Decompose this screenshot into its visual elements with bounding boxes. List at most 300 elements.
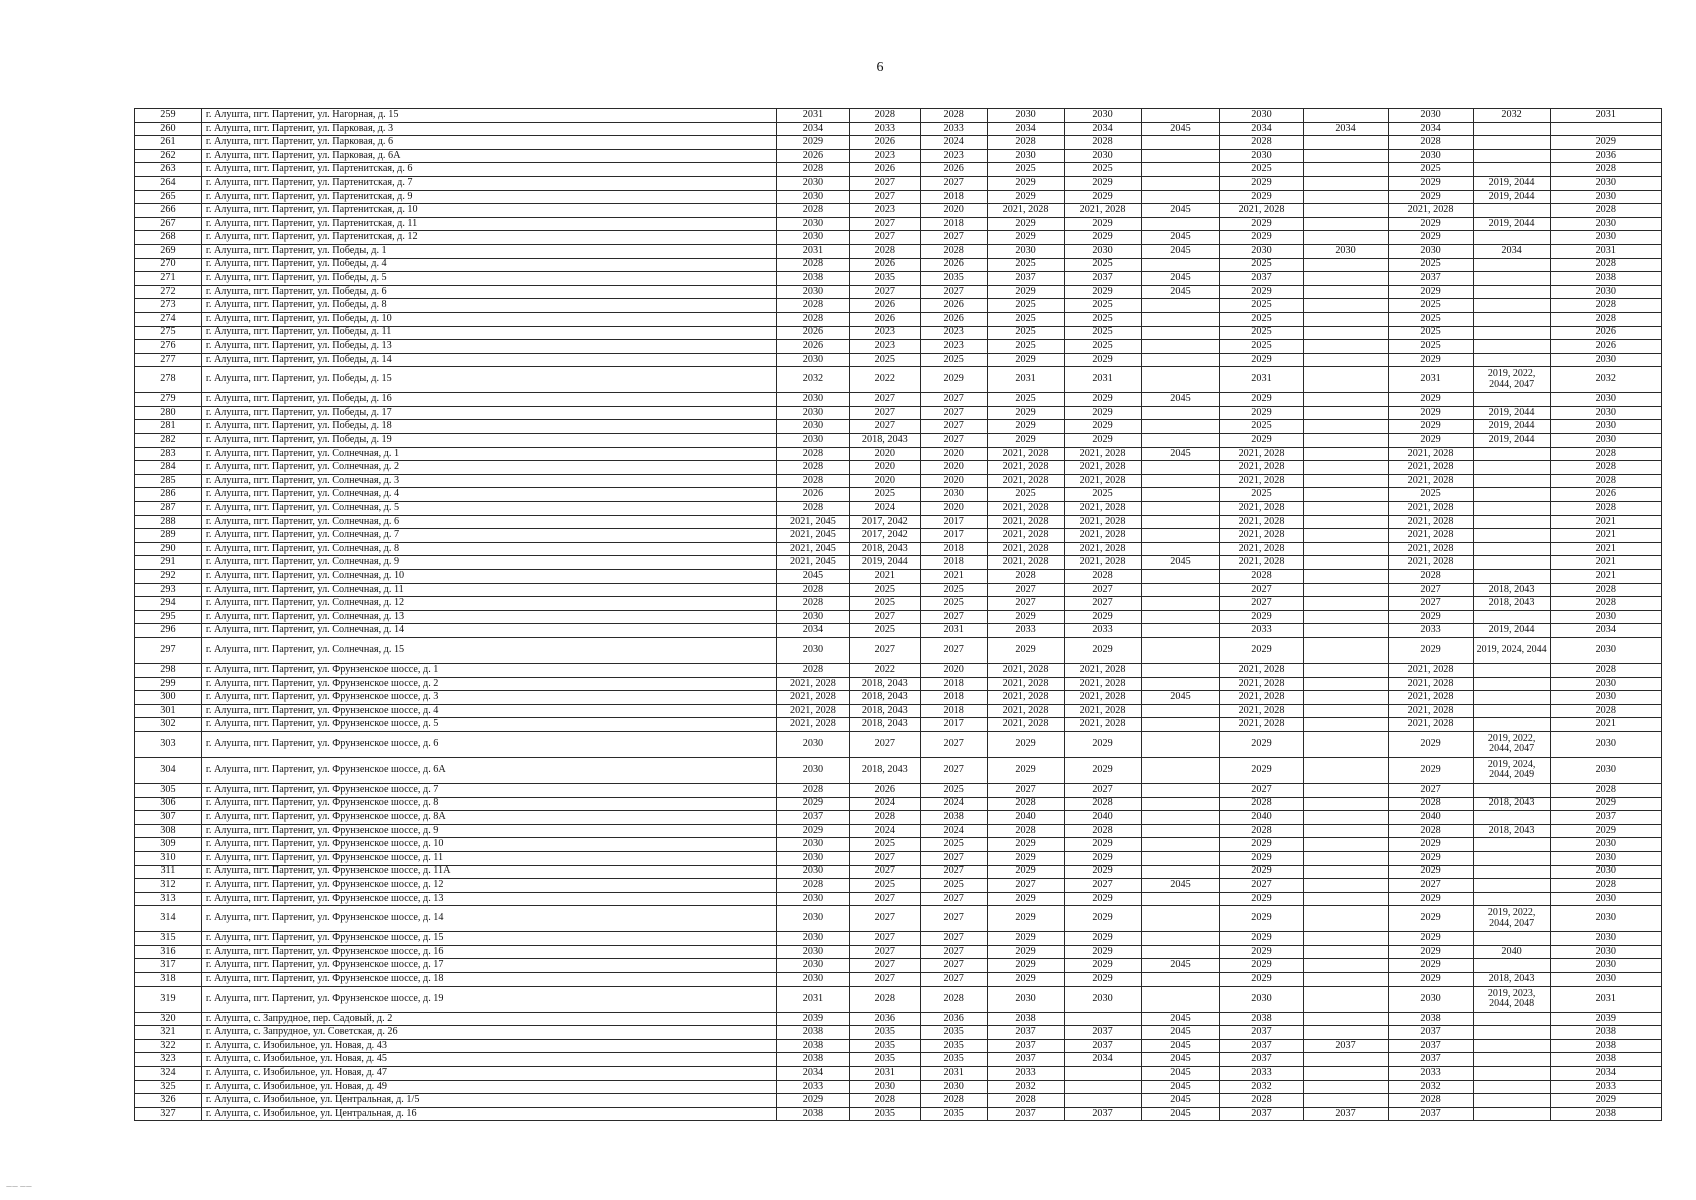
year-cell-7: 2027	[1220, 583, 1303, 597]
year-cell-10: 2018, 2043	[1473, 583, 1550, 597]
year-cell-4: 2025	[987, 326, 1064, 340]
table-row	[135, 393, 1662, 407]
year-cell-11: 2026	[1550, 488, 1661, 502]
year-cell-2: 2027	[849, 406, 920, 420]
year-cell-6	[1141, 299, 1220, 313]
year-cell-8	[1303, 420, 1388, 434]
year-cell-1: 2030	[776, 176, 849, 190]
year-cell-5: 2037	[1064, 272, 1141, 286]
year-cell-3: 2035	[920, 1039, 987, 1053]
year-cell-4: 2038	[987, 1012, 1064, 1026]
row-number-cell: 314	[135, 906, 202, 932]
year-cell-9: 2029	[1388, 217, 1473, 231]
year-cell-7: 2029	[1220, 892, 1303, 906]
year-cell-11: 2030	[1550, 190, 1661, 204]
year-cell-8	[1303, 718, 1388, 732]
year-cell-6	[1141, 163, 1220, 177]
year-cell-7: 2029	[1220, 406, 1303, 420]
year-cell-1: 2028	[776, 474, 849, 488]
year-cell-4: 2028	[987, 570, 1064, 584]
year-cell-11: 2030	[1550, 838, 1661, 852]
year-cell-11: 2030	[1550, 757, 1661, 783]
year-cell-8	[1303, 583, 1388, 597]
row-number-cell: 282	[135, 434, 202, 448]
year-cell-4: 2029	[987, 176, 1064, 190]
year-cell-11: 2031	[1550, 986, 1661, 1012]
year-cell-10	[1473, 149, 1550, 163]
year-cell-1: 2038	[776, 1107, 849, 1121]
year-cell-3: 2027	[920, 420, 987, 434]
year-cell-11: 2028	[1550, 447, 1661, 461]
row-number-cell: 309	[135, 838, 202, 852]
year-cell-10	[1473, 502, 1550, 516]
address-cell: г. Алушта, пгт. Партенит, ул. Солнечная, д. 6	[201, 515, 776, 529]
address-cell: г. Алушта, пгт. Партенит, ул. Фрунзенское шоссе, д. 17	[201, 959, 776, 973]
year-cell-9: 2028	[1388, 136, 1473, 150]
year-cell-7: 2037	[1220, 1026, 1303, 1040]
row-number-cell: 307	[135, 811, 202, 825]
corner-mark: —— ——	[6, 1183, 32, 1190]
page-number: 6	[876, 60, 884, 75]
row-number-cell: 315	[135, 932, 202, 946]
year-cell-9: 2034	[1388, 122, 1473, 136]
table-row	[135, 797, 1662, 811]
year-cell-7: 2029	[1220, 190, 1303, 204]
year-cell-9: 2029	[1388, 757, 1473, 783]
year-cell-1: 2030	[776, 932, 849, 946]
year-cell-11: 2028	[1550, 583, 1661, 597]
year-cell-1: 2030	[776, 945, 849, 959]
year-cell-5: 2034	[1064, 122, 1141, 136]
address-cell: г. Алушта, пгт. Партенит, ул. Фрунзенское шоссе, д. 6	[201, 731, 776, 757]
year-cell-5: 2021, 2028	[1064, 691, 1141, 705]
year-cell-4: 2029	[987, 434, 1064, 448]
table-row	[135, 1067, 1662, 1081]
year-cell-7: 2028	[1220, 824, 1303, 838]
address-cell: г. Алушта, пгт. Партенит, ул. Парковая, д. 6	[201, 136, 776, 150]
year-cell-2: 2030	[849, 1080, 920, 1094]
year-cell-11: 2031	[1550, 244, 1661, 258]
table-row	[135, 556, 1662, 570]
year-cell-1: 2034	[776, 624, 849, 638]
year-cell-4: 2028	[987, 824, 1064, 838]
row-number-cell: 275	[135, 326, 202, 340]
year-cell-3: 2027	[920, 865, 987, 879]
year-cell-7: 2029	[1220, 217, 1303, 231]
year-cell-5: 2021, 2028	[1064, 502, 1141, 516]
year-cell-1: 2030	[776, 906, 849, 932]
address-cell: г. Алушта, пгт. Партенит, ул. Солнечная, д. 11	[201, 583, 776, 597]
row-number-cell: 287	[135, 502, 202, 516]
year-cell-2: 2027	[849, 945, 920, 959]
year-cell-7: 2029	[1220, 285, 1303, 299]
table-row	[135, 312, 1662, 326]
row-number-cell: 266	[135, 204, 202, 218]
year-cell-11: 2033	[1550, 1080, 1661, 1094]
year-cell-11: 2028	[1550, 704, 1661, 718]
table-row	[135, 865, 1662, 879]
year-cell-4: 2021, 2028	[987, 556, 1064, 570]
year-cell-6	[1141, 367, 1220, 393]
year-cell-4: 2021, 2028	[987, 718, 1064, 732]
year-cell-10	[1473, 285, 1550, 299]
year-cell-6	[1141, 838, 1220, 852]
year-cell-11	[1550, 122, 1661, 136]
year-cell-9: 2025	[1388, 488, 1473, 502]
year-cell-10	[1473, 1067, 1550, 1081]
year-cell-10	[1473, 851, 1550, 865]
address-cell: г. Алушта, с. Запрудное, ул. Советская, д. 26	[201, 1026, 776, 1040]
year-cell-4: 2037	[987, 1053, 1064, 1067]
year-cell-3: 2025	[920, 838, 987, 852]
row-number-cell: 299	[135, 677, 202, 691]
year-cell-2: 2031	[849, 1067, 920, 1081]
year-cell-6	[1141, 624, 1220, 638]
year-cell-8	[1303, 811, 1388, 825]
year-cell-6	[1141, 906, 1220, 932]
year-cell-9: 2025	[1388, 258, 1473, 272]
year-cell-1: 2030	[776, 190, 849, 204]
year-cell-4: 2021, 2028	[987, 529, 1064, 543]
row-number-cell: 297	[135, 637, 202, 663]
row-number-cell: 291	[135, 556, 202, 570]
year-cell-7: 2029	[1220, 637, 1303, 663]
year-cell-10: 2040	[1473, 945, 1550, 959]
year-cell-1: 2030	[776, 892, 849, 906]
address-cell: г. Алушта, с. Изобильное, ул. Новая, д. 47	[201, 1067, 776, 1081]
year-cell-3: 2024	[920, 136, 987, 150]
year-cell-10	[1473, 447, 1550, 461]
year-cell-8	[1303, 610, 1388, 624]
year-cell-2: 2035	[849, 272, 920, 286]
address-cell: г. Алушта, пгт. Партенит, ул. Фрунзенское шоссе, д. 11А	[201, 865, 776, 879]
table-row	[135, 299, 1662, 313]
year-cell-3: 2027	[920, 731, 987, 757]
year-cell-11: 2030	[1550, 176, 1661, 190]
year-cell-4: 2037	[987, 1026, 1064, 1040]
year-cell-10: 2019, 2044	[1473, 624, 1550, 638]
year-cell-4: 2029	[987, 906, 1064, 932]
year-cell-2: 2027	[849, 285, 920, 299]
year-cell-8	[1303, 1067, 1388, 1081]
year-cell-1: 2021, 2045	[776, 556, 849, 570]
year-cell-2: 2027	[849, 906, 920, 932]
year-cell-9: 2029	[1388, 393, 1473, 407]
year-cell-9: 2029	[1388, 176, 1473, 190]
row-number-cell: 321	[135, 1026, 202, 1040]
row-number-cell: 325	[135, 1080, 202, 1094]
year-cell-1: 2021, 2045	[776, 515, 849, 529]
address-cell: г. Алушта, с. Запрудное, пер. Садовый, д. 2	[201, 1012, 776, 1026]
year-cell-1: 2030	[776, 231, 849, 245]
year-cell-10	[1473, 529, 1550, 543]
year-cell-8	[1303, 285, 1388, 299]
year-cell-6	[1141, 932, 1220, 946]
year-cell-10: 2019, 2023, 2044, 2048	[1473, 986, 1550, 1012]
year-cell-2: 2025	[849, 488, 920, 502]
year-cell-2: 2027	[849, 637, 920, 663]
year-cell-9: 2029	[1388, 434, 1473, 448]
year-cell-3: 2027	[920, 393, 987, 407]
year-cell-7: 2021, 2028	[1220, 691, 1303, 705]
year-cell-5: 2021, 2028	[1064, 556, 1141, 570]
year-cell-1: 2028	[776, 447, 849, 461]
year-cell-3: 2023	[920, 326, 987, 340]
year-cell-2: 2027	[849, 973, 920, 987]
year-cell-7: 2025	[1220, 340, 1303, 354]
year-cell-10: 2019, 2024, 2044	[1473, 637, 1550, 663]
year-cell-7: 2025	[1220, 299, 1303, 313]
year-cell-2: 2027	[849, 610, 920, 624]
year-cell-7: 2033	[1220, 1067, 1303, 1081]
year-cell-4: 2021, 2028	[987, 677, 1064, 691]
year-cell-3: 2025	[920, 783, 987, 797]
address-cell: г. Алушта, пгт. Партенит, ул. Фрунзенское шоссе, д. 6А	[201, 757, 776, 783]
year-cell-1: 2030	[776, 353, 849, 367]
year-cell-11: 2030	[1550, 434, 1661, 448]
year-cell-9: 2025	[1388, 326, 1473, 340]
year-cell-2: 2023	[849, 326, 920, 340]
year-cell-1: 2030	[776, 610, 849, 624]
year-cell-11: 2030	[1550, 851, 1661, 865]
year-cell-6	[1141, 718, 1220, 732]
table-row	[135, 474, 1662, 488]
year-cell-7: 2021, 2028	[1220, 502, 1303, 516]
year-cell-2: 2022	[849, 663, 920, 677]
year-cell-8	[1303, 757, 1388, 783]
table-row	[135, 434, 1662, 448]
year-cell-10: 2018, 2043	[1473, 824, 1550, 838]
year-cell-11: 2030	[1550, 406, 1661, 420]
year-cell-10	[1473, 865, 1550, 879]
year-cell-5: 2037	[1064, 1039, 1141, 1053]
year-cell-1: 2045	[776, 570, 849, 584]
year-cell-9: 2029	[1388, 851, 1473, 865]
year-cell-4: 2030	[987, 986, 1064, 1012]
year-cell-9: 2021, 2028	[1388, 515, 1473, 529]
row-number-cell: 296	[135, 624, 202, 638]
year-cell-11: 2030	[1550, 865, 1661, 879]
year-cell-6	[1141, 757, 1220, 783]
year-cell-5: 2021, 2028	[1064, 529, 1141, 543]
year-cell-1: 2021, 2028	[776, 718, 849, 732]
year-cell-4: 2029	[987, 757, 1064, 783]
year-cell-5: 2029	[1064, 393, 1141, 407]
year-cell-11: 2028	[1550, 299, 1661, 313]
year-cell-3: 2020	[920, 204, 987, 218]
year-cell-6: 2045	[1141, 1080, 1220, 1094]
year-cell-8	[1303, 879, 1388, 893]
year-cell-9: 2029	[1388, 973, 1473, 987]
table-row	[135, 190, 1662, 204]
year-cell-4: 2029	[987, 190, 1064, 204]
year-cell-2: 2023	[849, 204, 920, 218]
table-row	[135, 1026, 1662, 1040]
year-cell-4: 2029	[987, 959, 1064, 973]
row-number-cell: 322	[135, 1039, 202, 1053]
year-cell-6	[1141, 136, 1220, 150]
year-cell-7: 2030	[1220, 109, 1303, 123]
year-cell-11: 2021	[1550, 515, 1661, 529]
year-cell-9: 2029	[1388, 285, 1473, 299]
year-cell-8	[1303, 932, 1388, 946]
address-cell: г. Алушта, пгт. Партенит, ул. Солнечная, д. 5	[201, 502, 776, 516]
year-cell-5: 2021, 2028	[1064, 515, 1141, 529]
year-cell-2: 2028	[849, 109, 920, 123]
year-cell-5: 2029	[1064, 434, 1141, 448]
year-cell-7: 2029	[1220, 932, 1303, 946]
year-cell-8	[1303, 502, 1388, 516]
schedule-table	[134, 108, 1662, 1121]
year-cell-10	[1473, 663, 1550, 677]
year-cell-9: 2037	[1388, 272, 1473, 286]
year-cell-10	[1473, 677, 1550, 691]
year-cell-11: 2028	[1550, 474, 1661, 488]
year-cell-5: 2029	[1064, 420, 1141, 434]
year-cell-4: 2021, 2028	[987, 474, 1064, 488]
row-number-cell: 267	[135, 217, 202, 231]
year-cell-4: 2025	[987, 340, 1064, 354]
row-number-cell: 273	[135, 299, 202, 313]
address-cell: г. Алушта, пгт. Партенит, ул. Партенитская, д. 11	[201, 217, 776, 231]
year-cell-4: 2028	[987, 1094, 1064, 1108]
year-cell-9: 2029	[1388, 353, 1473, 367]
year-cell-2: 2025	[849, 353, 920, 367]
year-cell-3: 2028	[920, 109, 987, 123]
year-cell-3: 2030	[920, 488, 987, 502]
year-cell-7: 2027	[1220, 879, 1303, 893]
year-cell-10: 2019, 2044	[1473, 217, 1550, 231]
year-cell-4: 2037	[987, 1039, 1064, 1053]
year-cell-5: 2029	[1064, 353, 1141, 367]
year-cell-9: 2040	[1388, 811, 1473, 825]
year-cell-5: 2028	[1064, 824, 1141, 838]
year-cell-8	[1303, 353, 1388, 367]
address-cell: г. Алушта, пгт. Партенит, ул. Солнечная, д. 10	[201, 570, 776, 584]
address-cell: г. Алушта, пгт. Партенит, ул. Партенитская, д. 9	[201, 190, 776, 204]
year-cell-11: 2021	[1550, 570, 1661, 584]
year-cell-4: 2027	[987, 783, 1064, 797]
row-number-cell: 259	[135, 109, 202, 123]
row-number-cell: 319	[135, 986, 202, 1012]
table-row	[135, 986, 1662, 1012]
year-cell-8	[1303, 190, 1388, 204]
row-number-cell: 318	[135, 973, 202, 987]
year-cell-5: 2031	[1064, 367, 1141, 393]
year-cell-11: 2037	[1550, 811, 1661, 825]
year-cell-1: 2030	[776, 285, 849, 299]
year-cell-8	[1303, 556, 1388, 570]
year-cell-4: 2021, 2028	[987, 515, 1064, 529]
year-cell-11: 2028	[1550, 204, 1661, 218]
year-cell-4: 2021, 2028	[987, 461, 1064, 475]
year-cell-6: 2045	[1141, 879, 1220, 893]
table-row	[135, 597, 1662, 611]
year-cell-1: 2026	[776, 340, 849, 354]
year-cell-9: 2030	[1388, 986, 1473, 1012]
year-cell-8	[1303, 945, 1388, 959]
year-cell-3: 2017	[920, 718, 987, 732]
year-cell-7: 2021, 2028	[1220, 461, 1303, 475]
year-cell-6	[1141, 461, 1220, 475]
table-row	[135, 163, 1662, 177]
year-cell-8	[1303, 326, 1388, 340]
year-cell-8	[1303, 149, 1388, 163]
year-cell-8	[1303, 447, 1388, 461]
year-cell-1: 2030	[776, 838, 849, 852]
year-cell-11: 2028	[1550, 461, 1661, 475]
table-row	[135, 704, 1662, 718]
year-cell-8	[1303, 312, 1388, 326]
year-cell-9: 2025	[1388, 299, 1473, 313]
table-row	[135, 811, 1662, 825]
year-cell-9: 2033	[1388, 624, 1473, 638]
year-cell-2: 2021	[849, 570, 920, 584]
year-cell-8	[1303, 906, 1388, 932]
year-cell-5: 2027	[1064, 879, 1141, 893]
row-number-cell: 311	[135, 865, 202, 879]
address-cell: г. Алушта, пгт. Партенит, ул. Победы, д. 8	[201, 299, 776, 313]
year-cell-4: 2028	[987, 797, 1064, 811]
year-cell-2: 2027	[849, 892, 920, 906]
year-cell-6	[1141, 677, 1220, 691]
year-cell-2: 2025	[849, 879, 920, 893]
year-cell-3: 2020	[920, 447, 987, 461]
year-cell-6: 2045	[1141, 447, 1220, 461]
year-cell-4: 2025	[987, 393, 1064, 407]
row-number-cell: 264	[135, 176, 202, 190]
year-cell-6	[1141, 637, 1220, 663]
address-cell: г. Алушта, пгт. Партенит, ул. Фрунзенское шоссе, д. 16	[201, 945, 776, 959]
year-cell-1: 2028	[776, 583, 849, 597]
year-cell-5: 2028	[1064, 797, 1141, 811]
year-cell-5: 2027	[1064, 583, 1141, 597]
year-cell-8: 2037	[1303, 1039, 1388, 1053]
year-cell-2: 2018, 2043	[849, 718, 920, 732]
year-cell-3: 2029	[920, 367, 987, 393]
year-cell-7: 2029	[1220, 353, 1303, 367]
row-number-cell: 260	[135, 122, 202, 136]
year-cell-7: 2029	[1220, 906, 1303, 932]
year-cell-9: 2027	[1388, 783, 1473, 797]
year-cell-2: 2023	[849, 149, 920, 163]
year-cell-10: 2019, 2044	[1473, 420, 1550, 434]
year-cell-6: 2045	[1141, 244, 1220, 258]
year-cell-8	[1303, 515, 1388, 529]
year-cell-4: 2027	[987, 597, 1064, 611]
table-row	[135, 973, 1662, 987]
year-cell-6: 2045	[1141, 1026, 1220, 1040]
year-cell-2: 2020	[849, 461, 920, 475]
address-cell: г. Алушта, пгт. Партенит, ул. Фрунзенское шоссе, д. 8	[201, 797, 776, 811]
year-cell-3: 2027	[920, 285, 987, 299]
year-cell-10	[1473, 258, 1550, 272]
year-cell-2: 2025	[849, 624, 920, 638]
year-cell-2: 2018, 2043	[849, 677, 920, 691]
year-cell-8	[1303, 299, 1388, 313]
year-cell-11: 2028	[1550, 597, 1661, 611]
year-cell-1: 2030	[776, 865, 849, 879]
year-cell-8	[1303, 1012, 1388, 1026]
year-cell-11: 2030	[1550, 932, 1661, 946]
year-cell-6	[1141, 353, 1220, 367]
year-cell-4: 2021, 2028	[987, 542, 1064, 556]
year-cell-7: 2025	[1220, 312, 1303, 326]
year-cell-8	[1303, 959, 1388, 973]
year-cell-8	[1303, 340, 1388, 354]
year-cell-3: 2018	[920, 190, 987, 204]
year-cell-9: 2029	[1388, 637, 1473, 663]
